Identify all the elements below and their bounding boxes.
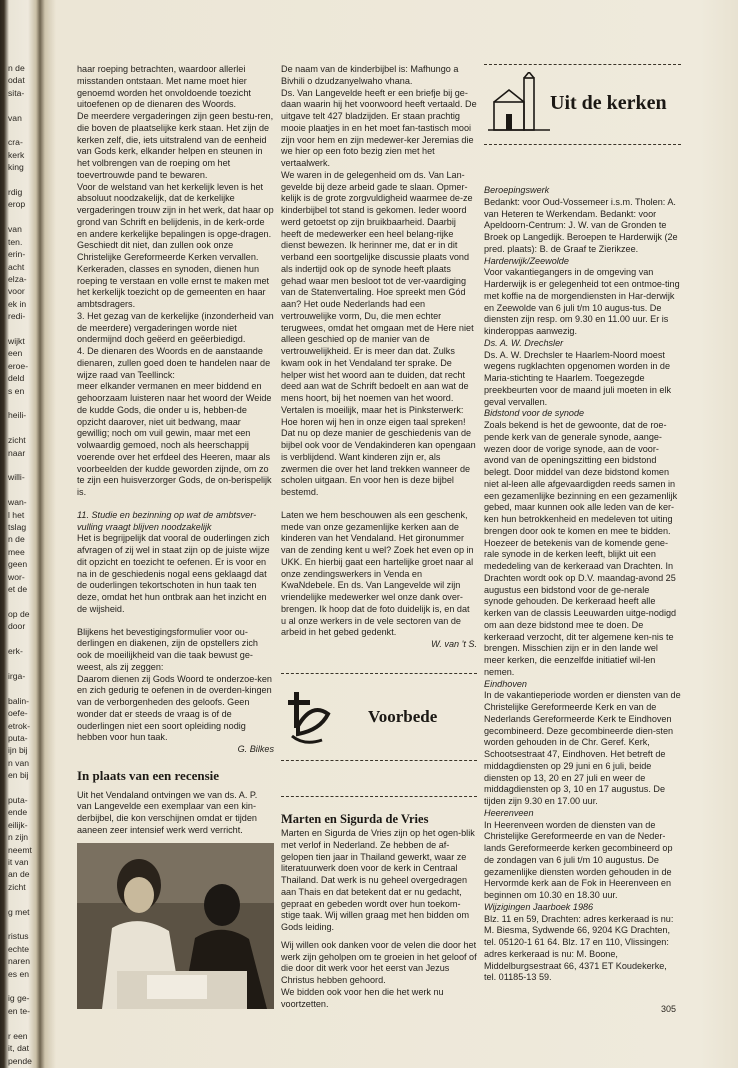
divider [281,760,477,761]
prev-page-line: willi- [8,472,25,483]
column-2-bottom [281,828,477,1010]
paragraph: In Heerenveen worden de diensten van de Christelijke Gereformeerde en van de Neder-lands Gereformeerde kerken gecombineerd op de zondagen van 6 juli t/m 10 augustus. De gezamenlijke diensten worden gehouden in de Hervormde kerk aan de Fok in Heerenveen en beginnen om 10.30 en 18.30 uur. [484,819,673,900]
paragraph: Daarom dienen zij Gods Woord te onderzoe-ken en zich gedurig te oefenen in de overden-kingen van de verborgenheden des geloofs. Geen wonder dat er steeds de vraag is of de ouderlingen niet een soort opleiding nodig hebben voor hun taak. [77,673,272,743]
article-title: Marten en Sigurda de Vries [281,812,429,826]
section-heading: Heerenveen [484,807,534,818]
prev-page-line [8,484,36,496]
section-heading: Wijzigingen Jaarboek 1986 [484,901,594,912]
prev-page-line: cra- [8,137,23,148]
paragraph: Ds. Van Langevelde heeft er een briefje bij ge-daan waarin hij het voorwoord heeft vertaald. De uitgave telt 427 bladzijden. Er staan prachtig mooie plaatjes in en het moet fan-tastisch mooi zijn voor hem en zijn medewer-ker Jeremias die we hier op een foto bezig zien met het vertaalwerk. [281,87,477,168]
prev-page-line: pende [8,1055,32,1066]
section-heading: Ds. A. W. Drechsler [484,337,564,348]
prev-page-line: erop [8,199,26,210]
prev-page-line: ende [8,807,28,818]
prev-page-line: king [8,162,24,173]
prev-page-line: ig ge- [8,993,30,1004]
paragraph: Laten we hem beschouwen als een geschenk, mede van onze gezamenlijke kerken aan de kinderen van het Vendaland. Het gironummer van de zending kent u wel? Zoek het even op in UKK. En hierbij gaat een hartelijke groet naar al onze zendingswerkers in Venda en KwaNdebele. En ds. Van Langevelde wil zijn vriendelijke medewerker wel onze dank over-brengen. Ik hoop dat de foto duidelijk is, en dat u al onze werkers in de vele sectoren van de arbeid in het gebed gedenkt. [281,509,474,638]
prev-page-line: n van [8,757,30,768]
paragraph: Zoals bekend is het de gewoonte, dat de roe-pende kerk van de generale synode, aange-wezen door de vorige synode, aan de voor-avond van de openingszitting een bidstond belegt. Door middel van deze bidstond komen niet al-leen alle afgevaardigden reeds samen in een gezamenlijke bezinning en een gezamenlijk gebed, maar kunnen ook alle leden van de ker-ken hun betrokkenheid en medeleven tot uiting brengen door ook te komen en mee te bidden. Hoezeer de betekenis van de komende gene-rale synode in de kerken leeft, blijkt uit een mededeling van de kerkeraad van Drachten. In Drachten wordt ook op D.V. maandag-avond 25 augustus een bidstond voor de ge-nerale synode gehouden. De kerkeraad heeft alle kerken van de classis Leeuwarden uitge-nodigd om aan deze bidstond mee te doen. De kerkeraad verzocht, dit ter algemene ken-nis te brengen. Misschien zijn er in den lande wel meer kerken, die eenzelfde initiatief wil-len nemen. [484,420,678,677]
prev-page-line [8,99,36,111]
section-heading: Eindhoven [484,678,527,689]
prev-page-line [8,918,36,930]
prev-page-line [8,174,36,186]
paragraph: Voor vakantiegangers in de omgeving van Harderwijk is er gelegenheid tot een ontmoe-ting met koffie na de morgendiensten in Har-derwijk en Zeewolde van 6 juli t/m 10 augus-tus. De diensten zijn resp. om 9.30 en 11.00 uur. Er is kinderoppas aanwezig. [484,267,680,336]
prev-page-line [8,893,36,905]
prev-page-line: odat [8,75,25,86]
prev-page-line [8,595,36,607]
prev-page-line: n de [8,534,25,545]
prev-page-line: ristus [8,931,29,942]
prev-page-line: it van [8,857,29,867]
prev-page-line: r een [8,1030,28,1041]
prev-page-line: acht [8,261,25,272]
prev-page-line: deld [8,373,25,384]
prev-page-line: rdig [8,187,23,198]
paragraph: 4. De dienaren des Woords en de aanstaande dienaren, zullen goed doen te handelen naar de wijze raad van Teellinck: [77,346,271,380]
signature: W. van 't S. [431,639,477,649]
section-title: Uit de kerken [550,92,667,114]
prev-page-line: naren [8,956,30,967]
prev-page-line: n zijn [8,832,29,843]
paragraph: haar roeping betrachten, waardoor allerlei misstanden ontstaan. Met name moet hier genoemd worden het onvoldoende toezicht uitoefenen op de dienaren des Woords. [77,64,251,110]
paragraph: Ds. A. W. Drechsler te Haarlem-Noord moest wegens rugklachten opgenomen worden in de Maria-stichting te Haarlem. Toegezegde preekbeurten voor de maand juli moeten in elk geval vervallen. [484,349,672,407]
divider [281,673,477,674]
section-heading: Harderwijk/Zeewolde [484,255,569,266]
prev-page-line [8,782,36,794]
paragraph: We waren in de gelegenheid om ds. Van Lan-gevelde bij deze arbeid gade te slaan. Opmer-kelijk is de grote zorgvuldigheid waarmee de-ze kinderbijbel tot stand is gekomen. Ieder woord werd getoetst op zijn bruikbaarheid. Daarbij heeft de medewerker een heel belang-rijke dienst bewezen. Ik herinner me, dat er in dit verband een soortgelijke discussie plaats vond als indertijd ook op de synode heeft plaats gehad waar men besloot tot de ver-vaardiging van de Statenvertaling. Hoe spreekt men Gód aan? Het oude Nederlands had een vertrouwelijke vorm, Du, die men echter terugwees, omdat het omgaan met de Here niet alleen geschied op de manier van de vertrouwelijkheid. Er is meer dan dat. Zulks kwam ook in het Vendaland ter sprake. De helper wist het woord aan te duiden, dat recht deed aan wat de Schrift bedoelt en aan wat de mens hoort, bij het noemen van het woord. Vertalen is moeilijk, maar het is Pinksterwerk: Hoe horen wij hen in onze eigen taal spreken! [281,169,474,427]
section-heading: Beroepingswerk [484,185,550,195]
prev-page-line [8,1017,36,1029]
prev-page-line: sita- [8,87,25,98]
paragraph: Blijkens het bevestigingsformulier voor ou-derlingen en diakenen, zijn de opstellers zich ook de moeilijkheid van die taak bewust ge-weest, als zij zeggen: [77,626,258,672]
prev-page-line: l het [8,509,25,520]
prev-page-line: mee [8,546,25,557]
paragraph: We bidden ook voor hen die het werk nu voortzetten. [281,986,444,1009]
previous-page-edge [8,62,36,1067]
prev-page-line [8,980,36,992]
prev-page-line: echte [8,943,30,954]
prev-page-line: en te- [8,1005,30,1016]
paragraph: Wij willen ook danken voor de velen die door het werk zijn geholpen om te groeien in het geloof of die door dit werk voor het eerst van Jezus Christus hebben gehoord. [281,939,477,985]
divider [281,796,477,797]
prev-page-line: etrok- [8,720,30,731]
cross-fish-icon [286,688,336,748]
prev-page-line: es en [8,968,30,979]
prev-page-line: door [8,621,26,632]
prev-page-line [8,682,36,694]
prev-page-line: zicht [8,881,26,892]
column-1 [77,64,274,837]
prev-page-line: geen [8,559,28,570]
prev-page-line [8,211,36,223]
article-title: In plaats van een recensie [77,767,220,783]
prev-page-line: ek in [8,298,27,309]
paragraph: Voor de welstand van het kerkelijk leven is het absoluut noodzakelijk, dat de kerkelijke vergaderingen trouw zijn in het werk, dat haar op grond van Schrift en belijdenis, in de kerk-orde en andere kerkelijke bepalingen is opge-dragen. [77,181,274,239]
prev-page-line: en bij [8,770,29,781]
prev-page-line [8,422,36,434]
prev-page-line: balin- [8,695,30,706]
prev-page-line: erk- [8,646,23,657]
paragraph: In de vakantieperiode worden er diensten van de Christelijke Gereformeerde Kerk en van de Nederlands Gereformeerde Kerk te Eindhoven gecombineerd. Deze gecombineerde dien-sten worden gehouden in de Chr. Geref. Kerk, Schootsestraat 47, Eindhoven. Het betreft de middagdiensten op 29 juni en 6 juli, beide diensten op 13, 20 en 27 juli en weer de middagdiensten op 3, 10 en 17 augustus. De tijden zijn 9.30 en 17.00 uur. [484,690,681,806]
prev-page-line [8,633,36,645]
paragraph: Blz. 11 en 59, Drachten: adres kerkeraad is nu: M. Biesma, Sydwende 66, 9204 KG Drachten, tel. 05120-1 61 64. Blz. 17 en 110, Vlissingen: adres kerkeraad is nu: M. Boone, Middelburgsestraat 66, 4371 ET Koudekerke, tel. 01185-13 59. [484,913,674,983]
prev-page-line [8,459,36,471]
paragraph: Geschiedt dit niet, dan zullen ook onze Christelijke Gereformeerde Kerken vervallen. Kerkeraden, classes en synoden, dienen hun roeping te verstaan en volle ernst te maken met het kerkelijk toezicht op de gemeenten en haar ambtsdragers. [77,240,270,309]
church-icon [488,72,550,138]
prev-page-line: kerk [8,149,25,160]
prev-page-line: heili- [8,410,27,421]
translators-photo [77,843,274,1009]
prev-page-line: s en [8,385,25,396]
prev-page-line: et de [8,584,28,595]
prev-page-line: ten. [8,236,23,247]
prev-page-line [8,124,36,136]
prev-page-line: eilijk- [8,819,28,830]
prev-page-line: g met [8,906,30,917]
paragraph: Het is begrijpelijk dat vooral de ouderlingen zich afvragen of zij wel in staat zijn op de juiste wijze dit opzicht en toezicht te oefenen. Er is voor en na in de geschiedenis nogal eens geklaagd dat de ouderlingen tekortschoten in hun taak ten deze, omdat het hun ontbrak aan het inzicht en de wijsheid. [77,533,270,614]
paragraph: De naam van de kinderbijbel is: Mafhungo a Bivhili o dzudzanyelwaho vhana. [281,64,459,86]
prev-page-line: een [8,348,23,359]
prev-page-line [8,658,36,670]
prev-page-line: ijn bij [8,745,28,756]
paragraph: Dat nu op deze manier de geschiedenis van de bijbel ook voor de Vendakinderen kan opengaan is verblijdend. Want kinderen zijn er, als zwermen die over het land trekken wanneer de scholen uitgaan. En voor hen is deze bijbel bestemd. [281,428,476,497]
prev-page-line: van [8,224,22,235]
prev-page-line: redi- [8,311,26,322]
prev-page-line: naar [8,447,26,458]
paragraph: 3. Het gezag van de kerkelijke (inzonderheid van de meerdere) vergaderingen worde niet ondermijnd doch geëerd en geëerbiedigd. [77,310,274,345]
prev-page-line: an de [8,869,30,880]
prev-page-line: voor [8,286,25,297]
paragraph: meer elkander vermanen en meer biddend en gehoorzaam luisteren naar het woord der Weide de kudde Gods, die onder u is, hebben-de opzicht daarover, niet uit bedwang, maar gewillig; noch om vuil gewin, maar met een volwaardig gemoed, noch als heerschappij voerende over het erfdeel des Heeren, maar als voorbeelden der kudde geworden zijnde, om zo te zijn een huisverzorger Gods, de on-berispelijk is. [77,381,272,497]
paragraph: Marten en Sigurda de Vries zijn op het ogen-blik met verlof in Nederland. Ze hebben de af-gelopen tien jaar in Thailand gewerkt, waar ze literatuurwerk doen voor de kerk in Centraal Thailand. Dat werk is nu geheel overgedragen aan Thais en dat betekent dat er nu gedacht, gepraat en gebeden wordt over hun toekom-stige taak. Wij willen graag met hen bidden om Gods leiding. [281,828,475,932]
prev-page-line: puta- [8,794,28,805]
paragraph: Bedankt: voor Oud-Vossemeer i.s.m. Tholen: A. van Heteren te Werkendam. Bedankt: voor Apeldoorn-Centrum: J. W. van de Gronden te Broek op Langedijk. Beroepen te Harderwijk (2e pred. plaats): B. de Graaf te Zierikzee. [484,196,678,254]
voorbede-title: Voorbede [368,707,438,726]
prev-page-line: wijkt [8,335,25,346]
uit-de-kerken-banner [484,62,681,152]
column-2 [281,64,477,651]
prev-page-line: irga- [8,670,26,681]
prev-page-line: eroe- [8,360,29,371]
prev-page-line: n de [8,63,25,73]
prev-page-line: van [8,112,22,123]
prev-page-line: puta- [8,732,28,743]
prev-page-line: neemt [8,844,32,855]
signature: G. Bilkes [237,744,274,754]
prev-page-line [8,397,36,409]
paragraph: De meerdere vergaderingen zijn geen bestu-ren, die boven de plaatselijke kerk staan. Het zijn de kerken zelf, die, iets uitstralend van de eenheid van Gods kerk, elkander helpen en steunen in het volbrengen van de roeping om het toevertrouwde pand te bewaren. [77,111,274,180]
page-number: 305 [661,1004,677,1014]
prev-page-line: wan- [8,497,27,508]
column-3 [484,185,681,984]
prev-page-line: wor- [8,571,25,582]
section-heading: Bidstond voor de synode [484,408,585,419]
prev-page-line: op de [8,608,30,619]
prev-page-line: elza- [8,273,27,284]
prev-page-line: erin- [8,249,26,260]
prev-page-line: zicht [8,435,26,446]
section-heading: 11. Studie en bezinning op wat de ambtsver-vulling vraagt blijven noodzakelijk [77,509,257,532]
prev-page-line [8,323,36,335]
prev-page-line: tslag [8,522,27,533]
prev-page-line: oefe- [8,708,28,719]
prev-page-line: it, dat [8,1043,30,1054]
paragraph: Uit het Vendaland ontvingen we van ds. A. P. van Langevelde een exemplaar van een kin-derbijbel, die kon verschijnen omdat er tijden aaneen zeer intensief werk werd verricht. [77,789,258,835]
